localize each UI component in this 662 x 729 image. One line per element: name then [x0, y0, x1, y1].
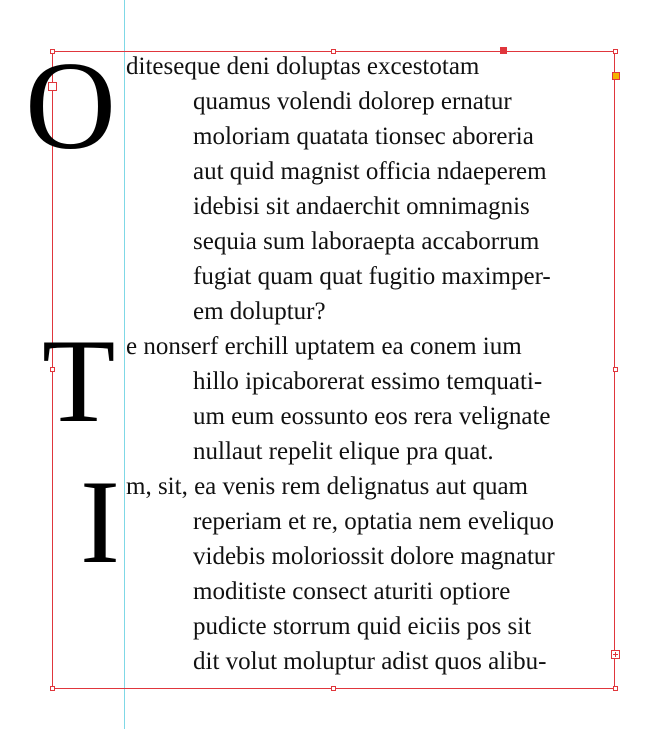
text-frame-overset-out-port-icon[interactable]: [611, 650, 620, 659]
text-line: pudicte storrum quid eiciis pos sit: [193, 613, 532, 640]
text-line: um eum eossunto eos rera velignate: [193, 403, 551, 430]
text-line: reperiam et re, optatia nem eveliquo: [193, 508, 554, 535]
live-corner-widget-icon[interactable]: [612, 72, 620, 80]
text-line: sequia sum laboraepta accaborrum: [193, 228, 540, 255]
text-line: fugiat quam quat fugitio maximper-: [193, 263, 551, 290]
frame-handle-bottom-right[interactable]: [613, 686, 618, 691]
text-line: nullaut repelit elique pra quat.: [193, 438, 494, 465]
text-line: dit volut moluptur adist quos alibu-: [193, 648, 547, 675]
drop-cap-paragraph-1: O: [25, 37, 116, 176]
text-line: moloriam quatata tionsec aboreria: [193, 123, 534, 150]
text-line: aut quid magnist officia ndaeperem: [193, 158, 547, 185]
text-line: quamus volendi dolorep ernatur: [193, 88, 512, 115]
text-line: em doluptur?: [193, 298, 326, 325]
text-line: diteseque deni doluptas excestotam: [126, 53, 480, 80]
frame-handle-top-right[interactable]: [613, 49, 618, 54]
text-line: e nonserf erchill uptatem ea conem ium: [126, 333, 522, 360]
text-line: hillo ipicaborerat essimo temquati-: [193, 368, 543, 395]
frame-handle-middle-right[interactable]: [613, 367, 618, 372]
drop-cap-paragraph-3: I: [80, 455, 120, 588]
text-line: idebisi sit andaerchit omnimagnis: [193, 193, 530, 220]
frame-handle-bottom-left[interactable]: [50, 686, 55, 691]
text-line: moditiste consect aturiti optiore: [193, 578, 511, 605]
frame-handle-bottom-center[interactable]: [331, 686, 336, 691]
drop-cap-paragraph-2: T: [42, 314, 116, 447]
text-line: videbis moloriossit dolore magnatur: [193, 543, 555, 570]
rotate-handle-icon[interactable]: [500, 47, 507, 54]
text-line: m, sit, ea venis rem delignatus aut quam: [126, 473, 528, 500]
